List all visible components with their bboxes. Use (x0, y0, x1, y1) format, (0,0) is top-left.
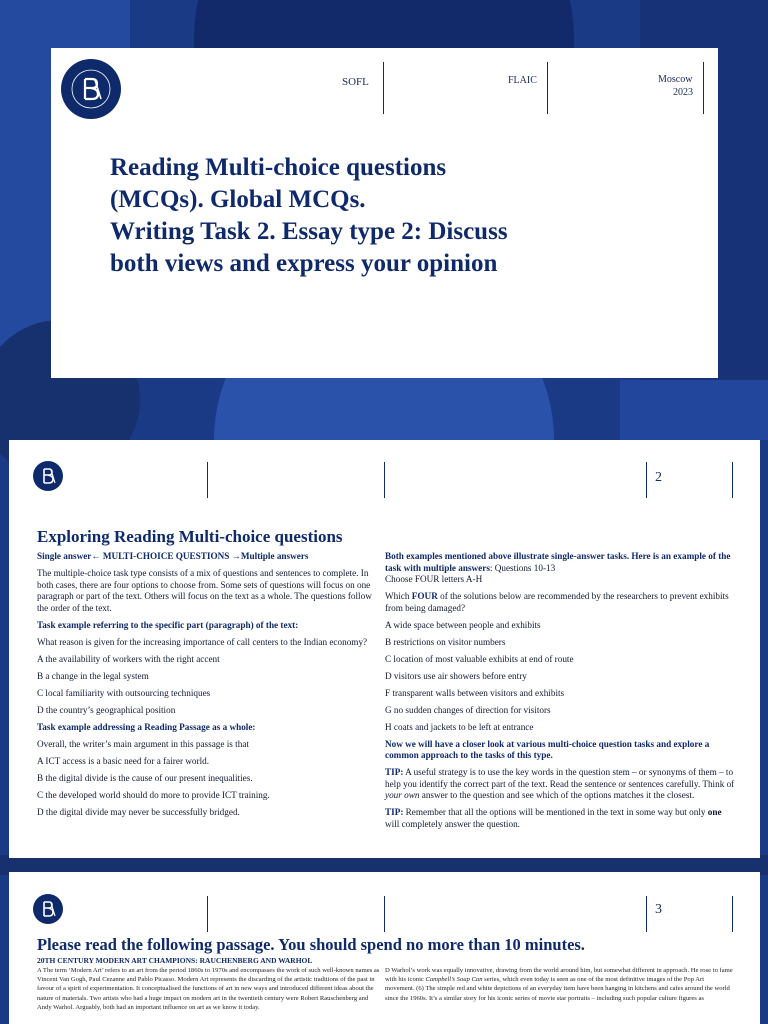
hse-logo (33, 894, 63, 924)
example-2-option: B the digital divide is the cause of our present inequalities. (37, 772, 253, 783)
hse-logo (33, 461, 63, 491)
header-divider-3 (703, 62, 704, 114)
example-2-option: D the digital divide may never be successfully bridged. (37, 806, 240, 817)
closer-look-text: Now we will have a closer look at various multi-choice question tasks and explore a common approach to the tasks of this type. (385, 738, 710, 760)
slide-3-title: Please read the following passage. You should spend no more than 10 minutes. (37, 935, 585, 954)
example-1-option: A the availability of workers with the right accent (37, 653, 220, 664)
multi-answer-intro-bold: Both examples mentioned above illustrate single-answer tasks. Here is an example of the task with multiple answers (385, 551, 731, 573)
header-divider-2 (384, 896, 385, 932)
multi-answer-option: B restrictions on visitor numbers (385, 636, 506, 647)
example-2-question: Overall, the writer’s main argument in this passage is that (37, 738, 249, 749)
slide-2-title: Exploring Reading Multi-choice questions (37, 527, 343, 546)
hse-logo (61, 59, 121, 119)
tip-1-italic: your own (385, 790, 420, 800)
header-year: 2023 (673, 87, 693, 98)
multi-answer-intro (385, 551, 735, 574)
subheading: Single answer← MULTI-CHOICE QUESTIONS →Multiple answers (37, 551, 309, 561)
tip-1-text-b: answer to the question and see which of the options matches it the closest. (419, 790, 695, 800)
title-line-3: Writing Task 2. Essay type 2: Discuss (110, 218, 508, 245)
title-line-1: Reading Multi-choice questions (110, 154, 447, 181)
multi-answer-option: F transparent walls between visitors and exhibits (385, 687, 565, 698)
passage-right-column (385, 966, 733, 1003)
tip-1 (385, 767, 735, 802)
multi-answer-option: G no sudden changes of direction for visitors (385, 704, 551, 715)
slide-2-right-column (385, 551, 735, 836)
page-number: 3 (655, 902, 662, 917)
header-city: Moscow (658, 74, 693, 85)
multi-answer-option: C location of most valuable exhibits at end of route (385, 653, 574, 664)
example-1-option: B a change in the legal system (37, 670, 149, 681)
header-divider-1 (383, 62, 384, 114)
tip-2-bold: one (707, 807, 722, 817)
example-1-heading: Task example referring to the specific part (paragraph) of the text: (37, 619, 299, 630)
example-1-option: D the country’s geographical position (37, 704, 176, 715)
tip-2 (385, 807, 735, 830)
choose-instruction: Choose FOUR letters A-H (385, 574, 483, 584)
passage-right-text-b: series, which even today is seen as one of the most definitive images of the Pop Art movement. (6) The simple red and white depictions of an everyday item have been hanging in kitchens and cafes around the world since the 1960s. It’s a similar story for his iconic series of movie star portraits – including such popular culture figures as (385, 976, 730, 1002)
header-sofl: SOFL (342, 76, 369, 88)
tip-1-text-a: A useful strategy is to use the key words in the question stem – or synonyms of them – to help you identify the correct part of the text. Read the sentence or sentences carefully. Think of (385, 767, 735, 789)
example-2-option: C the developed world should do more to provide ICT training. (37, 789, 270, 800)
multi-answer-question (385, 591, 735, 614)
example-2-option: A ICT access is a basic need for a fairer world. (37, 755, 210, 766)
passage-title: 20TH CENTURY MODERN ART CHAMPIONS: RAUCHENBERG AND WARHOL (37, 956, 313, 965)
multi-answer-option: H coats and jackets to be left at entrance (385, 721, 534, 732)
passage-right-text-a: D Warhol’s work was equally innovative, drawing from the world around him, but somewhat different in approach. He rose to fame with his iconic (385, 967, 733, 984)
header-divider-2 (547, 62, 548, 114)
header-divider-3 (646, 462, 647, 498)
multi-answer-option: D visitors use air showers before entry (385, 670, 527, 681)
hse-logo-icon (33, 894, 63, 924)
header-divider-4 (732, 462, 733, 498)
slide-1-title (110, 152, 590, 280)
passage-left-column: A The term ‘Modern Art’ refers to an art from the period 1860s to 1970s and encompasses the work of such well-known names as Vincent Van Gogh, Paul Cezanne and Pablo Picasso. Modern Art represents the discarding of the artistic traditions of the past in favour of a spirit of experimentation. It conceptualised the functions of art in new ways and introduced different ideas about the nature of materials. Two artists who had a huge impact on modern art in the twentieth century were Robert Rauschenberg and Andy Warhol. Arguably, both had an important influence on art as we know it today. (37, 967, 380, 1011)
slide-2-left-column (37, 551, 377, 824)
intro-text: The multiple-choice task type consists of a mix of questions and sentences to complete. In both cases, there are four options to choose from. Some sets of questions will focus on one paragraph or part of the text. Others will focus on the text as a whole. The questions follow the order of the text. (37, 568, 372, 613)
tip-1-label: TIP: (385, 767, 404, 777)
multi-answer-intro-rest: : Questions 10-13 (489, 562, 556, 573)
passage-right-italic: Campbell’s Soup Can (425, 976, 483, 984)
header-divider-1 (207, 462, 208, 498)
tip-2-text-b: will completely answer the question. (385, 818, 520, 829)
question-pre: Which (385, 591, 412, 601)
example-1-option: C local familiarity with outsourcing techniques (37, 687, 211, 698)
header-divider-2 (384, 462, 385, 498)
title-line-2: (MCQs). Global MCQs. (110, 186, 366, 213)
tip-2-label: TIP: (385, 807, 404, 817)
header-flaic: FLAIC (508, 75, 537, 86)
example-1-question: What reason is given for the increasing importance of call centers to the Indian economy? (37, 636, 368, 647)
page-number: 2 (655, 470, 662, 485)
hse-university-seal-icon (61, 59, 121, 119)
question-post: of the solutions below are recommended by the researchers to prevent exhibits from being damaged? (385, 591, 729, 613)
title-line-4: both views and express your opinion (110, 250, 498, 277)
multi-answer-option: A wide space between people and exhibits (385, 619, 541, 630)
example-2-heading: Task example addressing a Reading Passage as a whole: (37, 721, 256, 732)
tip-2-text-a: Remember that all the options will be mentioned in the text in some way but only (403, 807, 708, 817)
header-divider-1 (207, 896, 208, 932)
header-divider-3 (646, 896, 647, 932)
header-divider-4 (732, 896, 733, 932)
hse-logo-icon (33, 461, 63, 491)
question-bold: FOUR (411, 591, 438, 601)
